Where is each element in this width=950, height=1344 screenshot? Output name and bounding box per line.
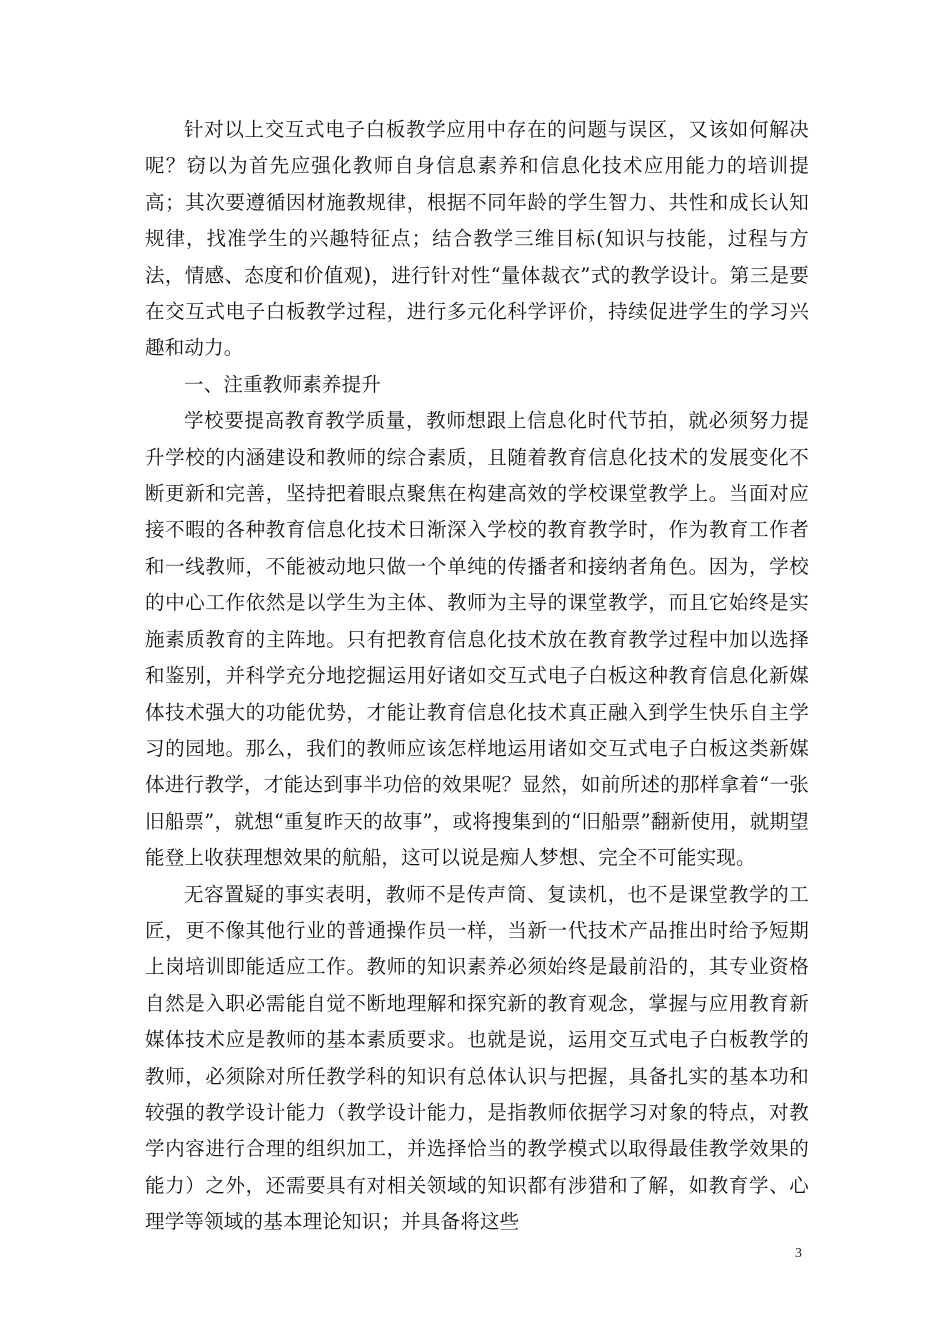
paragraph-teacher-knowledge: 无容置疑的事实表明，教师不是传声筒、复读机，也不是课堂教学的工匠，更不像其他行业的普通操作员一样，当新一代技术产品推出时给予短期上岗培训即能适应工作。教师的知识素养必须始终是最前沿的，其专业资格自然是入职必需能自觉不断地理解和探究新的教育观念，掌握与应用教育新媒体技术应是教师的基本素质要求。也就是说，运用交互式电子白板教学的教师，必须除对所任教学科的知识有总体认识与把握，具备扎实的基本功和较强的教学设计能力（教学设计能力，是指教师依据学习对象的特点，对教学内容进行合理的组织加工，并选择恰当的教学模式以取得最佳教学效果的能力）之外，还需要具有对相关领域的知识都有涉猎和了解，如教育学、心理学等领域的基本理论知识；并具备将这些 [145,882,809,1234]
document-body [145,112,809,1241]
paragraph-school-quality: 学校要提高教育教学质量，教师想跟上信息化时代节拍，就必须努力提升学校的内涵建设和教师的综合素质，且随着教育信息化技术的发展变化不断更新和完善，坚持把着眼点聚焦在构建高效的学校课堂教学上。当面对应接不暇的各种教育信息化技术日渐深入学校的教育教学时，作为教育工作者和一线教师，不能被动地只做一个单纯的传播者和接纳者角色。因为，学校的中心工作依然是以学生为主体、教师为主导的课堂教学，而且它始终是实施素质教育的主阵地。只有把教育信息化技术放在教育教学过程中加以选择和鉴别，并科学充分地挖掘运用好诸如交互式电子白板这种教育信息化新媒体技术强大的功能优势，才能让教育信息化技术真正融入到学生快乐自主学习的园地。那么，我们的教师应该怎样地运用诸如交互式电子白板这类新媒体进行教学，才能达到事半功倍的效果呢？显然，如前所述的那样拿着“一张旧船票”，就想“重复昨天的故事”，或将搜集到的“旧船票”翻新使用，就期望能登上收获理想效果的航船，这可以说是痴人梦想、完全不可能实现。 [145,409,809,870]
section-heading-teacher-quality: 一、注重教师素养提升 [184,372,382,396]
page-number: 3 [795,1246,802,1261]
paragraph-intro: 针对以上交互式电子白板教学应用中存在的问题与误区，又该如何解决呢？窃以为首先应强化教师自身信息素养和信息化技术应用能力的培训提高；其次要遵循因材施教规律，根据不同年龄的学生智力、共性和成长认知规律，找准学生的兴趣特征点；结合教学三维目标(知识与技能，过程与方法，情感、态度和价值观)，进行针对性“量体裁衣”式的教学设计。第三是要在交互式电子白板教学过程，进行多元化科学评价，持续促进学生的学习兴趣和动力。 [145,118,809,360]
